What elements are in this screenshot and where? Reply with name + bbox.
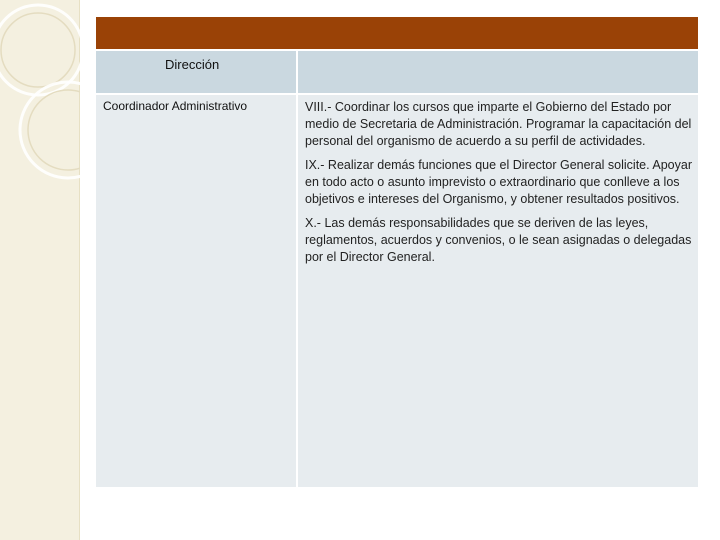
header-label-col2 <box>298 51 698 57</box>
table-header-band <box>96 17 698 51</box>
duties-list <box>298 95 698 266</box>
duty-item-x: X.- Las demás responsabilidades que se deriven de las leyes, reglamentos, acuerdos y convenios, o le sean asignadas o delegadas por el Director General. <box>305 216 692 264</box>
responsibilities-table-container <box>96 17 698 487</box>
duty-item-ix: IX.- Realizar demás funciones que el Director General solicite. Apoyar en todo acto o asunto imprevisto o extraordinario que conlleve a los objetivos e intereses del Organismo, y obtener resultados positivos. <box>305 158 692 206</box>
responsibilities-table <box>96 17 698 487</box>
decorative-circles <box>0 0 80 540</box>
table-row <box>96 93 698 487</box>
decorative-side-strip <box>0 0 80 540</box>
header-cell-direccion <box>96 51 298 93</box>
table-header-row <box>96 51 698 93</box>
header-cell-empty <box>298 51 698 93</box>
duties-cell <box>298 93 698 487</box>
header-label-direccion: Dirección <box>165 57 220 72</box>
role-label: Coordinador Administrativo <box>103 99 248 113</box>
header-band-cell <box>96 17 698 51</box>
role-cell <box>96 93 298 487</box>
duty-item-viii: VIII.- Coordinar los cursos que imparte el Gobierno del Estado por medio de Secretaria de Administración. Programar la capacitación del personal del organismo de acuerdo a su perfil de actividades. <box>305 100 692 148</box>
